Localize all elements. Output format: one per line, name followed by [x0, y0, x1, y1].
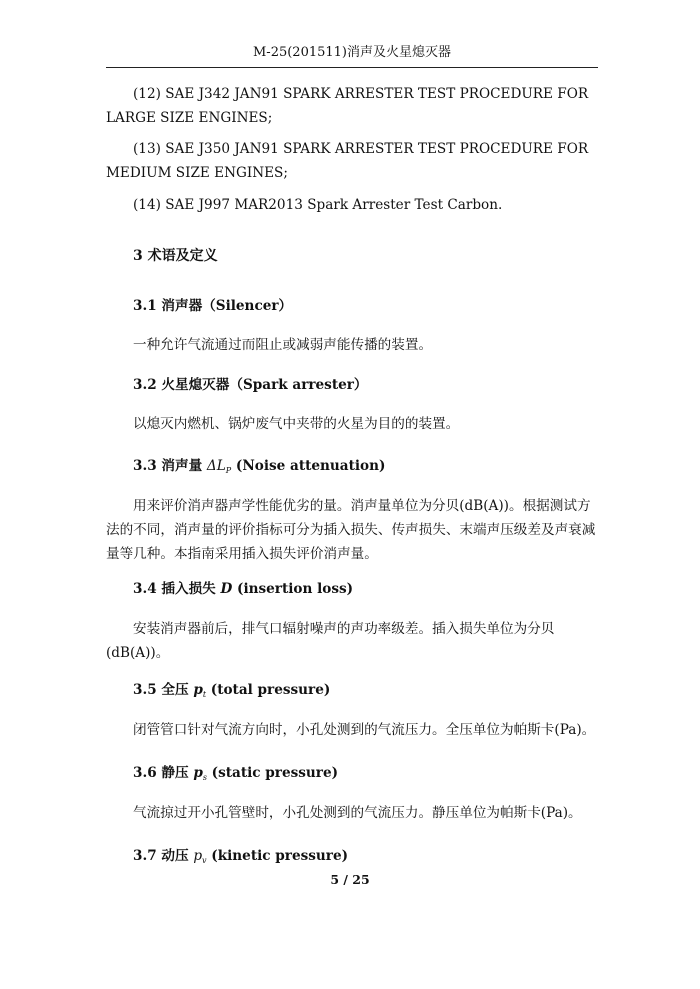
page-number: 5 / 25: [330, 872, 370, 887]
reference-13: (13) SAE J350 JAN91 SPARK ARRESTER TEST PROCEDURE FOR MEDIUM SIZE ENGINES;: [106, 141, 589, 181]
term-name: 消声量: [161, 458, 203, 474]
term-english: (insertion loss): [237, 581, 354, 597]
reference-12: (12) SAE J342 JAN91 SPARK ARRESTER TEST PROCEDURE FOR LARGE SIZE ENGINES;: [106, 86, 589, 126]
term-symbol: p: [193, 848, 203, 864]
term-symbol-subscript: s: [202, 773, 207, 782]
term-number: 3.5: [133, 682, 157, 698]
term-symbol: D: [220, 581, 233, 597]
term-symbol: ΔL: [206, 458, 226, 474]
term-heading-3-5: [133, 678, 625, 707]
term-definition-3-3: 用来评价消声器声学性能优劣的量。消声量单位为分贝(dB(A))。根据测试方法的不同，消声量的评价指标可分为插入损失、传声损失、末端声压级差及声衰减量等几种。本指南采用插入损失评价消声量。: [106, 498, 596, 562]
term-english: (static pressure): [211, 765, 339, 781]
term-heading-3-2: [133, 373, 625, 397]
term-heading-3-1: [133, 294, 625, 318]
term-name: 消声器（Silencer）: [161, 298, 293, 314]
running-header: M-25(201511)消声及火星熄灭器: [252, 45, 451, 60]
term-symbol-subscript: t: [202, 690, 207, 699]
reference-14: (14) SAE J997 MAR2013 Spark Arrester Test Carbon.: [133, 197, 503, 213]
term-english: (Noise attenuation): [235, 458, 386, 474]
term-number: 3.6: [133, 765, 157, 781]
term-definition-3-4: 安装消声器前后，排气口辐射噪声的声功率级差。插入损失单位为分贝(dB(A))。: [106, 621, 555, 661]
term-symbol-subscript: v: [202, 856, 207, 865]
term-definition-3-6: 气流掠过开小孔管壁时，小孔处测到的气流压力。静压单位为帕斯卡(Pa)。: [133, 805, 582, 821]
term-number: 3.1: [133, 298, 157, 314]
term-number: 3.2: [133, 377, 157, 393]
term-name: 插入损失: [161, 581, 216, 597]
term-name: 动压: [161, 848, 189, 864]
term-name: 火星熄灭器（Spark arrester）: [161, 377, 368, 393]
term-number: 3.3: [133, 458, 157, 474]
term-heading-3-4: [133, 577, 625, 601]
header-rule: [106, 67, 598, 68]
term-definition-3-1: 一种允许气流通过而阻止或减弱声能传播的装置。: [133, 337, 433, 353]
term-heading-3-7: [133, 844, 625, 873]
term-heading-3-3: [133, 454, 625, 483]
term-definition-3-2: 以熄灭内燃机、锅炉废气中夹带的火星为目的的装置。: [133, 416, 460, 432]
section-heading: 3 术语及定义: [133, 248, 218, 264]
term-number: 3.7: [133, 848, 157, 864]
term-number: 3.4: [133, 581, 157, 597]
term-english: (kinetic pressure): [211, 848, 349, 864]
term-symbol: p: [193, 682, 203, 698]
term-heading-3-6: [133, 761, 625, 790]
term-name: 全压: [161, 682, 189, 698]
term-english: (total pressure): [210, 682, 331, 698]
term-symbol: p: [193, 765, 203, 781]
term-name: 静压: [161, 765, 189, 781]
term-symbol-subscript: P: [225, 466, 232, 475]
term-definition-3-5: 闭管管口针对气流方向时，小孔处测到的气流压力。全压单位为帕斯卡(Pa)。: [133, 722, 596, 738]
